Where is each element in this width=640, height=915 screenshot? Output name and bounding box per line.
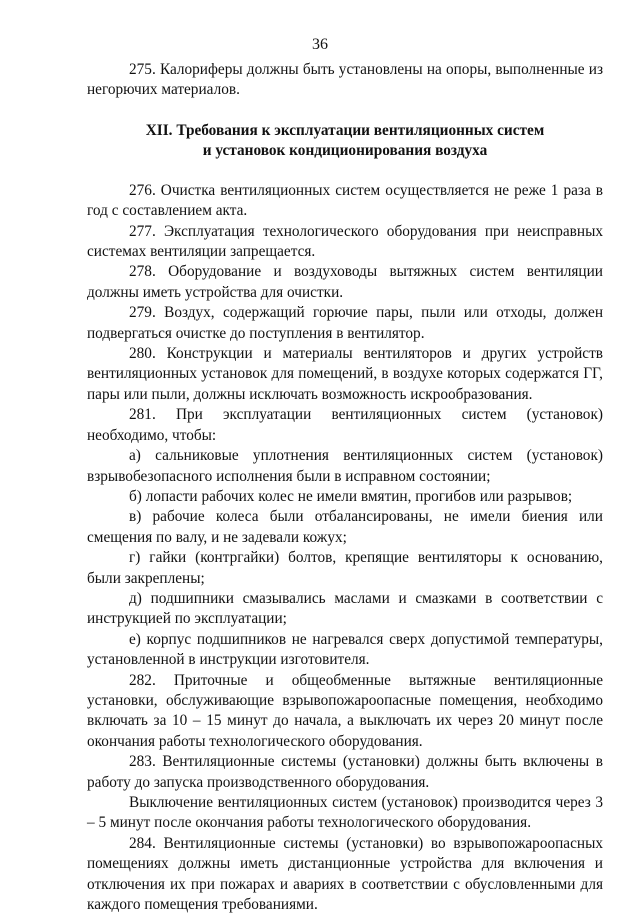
list-item-b: б) лопасти рабочих колес не имели вмятин, прогибов или разрывов; <box>129 487 573 505</box>
paragraph-282: 282. Приточные и общеобменные вытяжные вентиляционные установки, обслуживающие взрывопожароопасные помещения, необходимо включать за 10 – 15 минут до начала, а выключать их через 20 минут после окончания работы технологического оборудования. <box>87 671 603 750</box>
list-item-a: а) сальниковые уплотнения вентиляционных систем (установок) взрывобезопасного исполнения были в исправном состоянии; <box>87 447 603 485</box>
paragraph-279: 279. Воздух, содержащий горючие пары, пыли или отходы, должен подвергаться очистке до поступления в вентилятор. <box>87 304 603 342</box>
section-title-line-2: и установок кондиционирования воздуха <box>202 141 488 159</box>
paragraph-283-continuation: Выключение вентиляционных систем (установок) производится через 3 – 5 минут после окончания работы технологического оборудования. <box>87 794 603 832</box>
list-item-d: д) подшипники смазывались маслами и смазками в соответствии с инструкцией по эксплуатации; <box>87 589 603 628</box>
paragraph-284: 284. Вентиляционные системы (установки) во взрывопожароопасных помещениях должны иметь дистанционные устройства для включения и отключения их при пожарах и авариях в соответствии с обусловленными для каждого помещения требованиями. <box>87 834 603 914</box>
section-heading <box>87 121 603 161</box>
page-number: 36 <box>312 36 328 53</box>
paragraph-275: 275. Калориферы должны быть установлены на опоры, выполненные из негорючих материалов. <box>87 61 603 99</box>
list-item-v: в) рабочие колеса были отбалансированы, не имели биения или смещения по валу, и не задевали кожух; <box>87 508 603 546</box>
paragraph-278: 278. Оборудование и воздуховоды вытяжных систем вентиляции должны иметь устройства для очистки. <box>87 263 603 301</box>
paragraph-280: 280. Конструкции и материалы вентиляторов и других устройств вентиляционных установок для помещений, в воздухе которых содержатся ГГ, пары или пыли, должны исключать возможность искрообразования. <box>87 345 603 403</box>
paragraph-277: 277. Эксплуатация технологического оборудования при неисправных системах вентиляции запрещается. <box>87 222 603 261</box>
document-body <box>87 60 603 915</box>
paragraph-281: 281. При эксплуатации вентиляционных систем (установок) необходимо, чтобы: <box>87 406 603 444</box>
list-item-e: е) корпус подшипников не нагревался сверх допустимой температуры, установленной в инструкции изготовителя. <box>87 630 603 669</box>
paragraph-283: 283. Вентиляционные системы (установки) должны быть включены в работу до запуска производственного оборудования. <box>87 753 603 791</box>
section-title-line-1: XII. Требования к эксплуатации вентиляционных систем <box>145 121 545 139</box>
list-item-g: г) гайки (контргайки) болтов, крепящие вентиляторы к основанию, были закреплены; <box>87 549 603 587</box>
paragraph-276: 276. Очистка вентиляционных систем осуществляется не реже 1 раза в год с составлением акта. <box>87 181 603 220</box>
